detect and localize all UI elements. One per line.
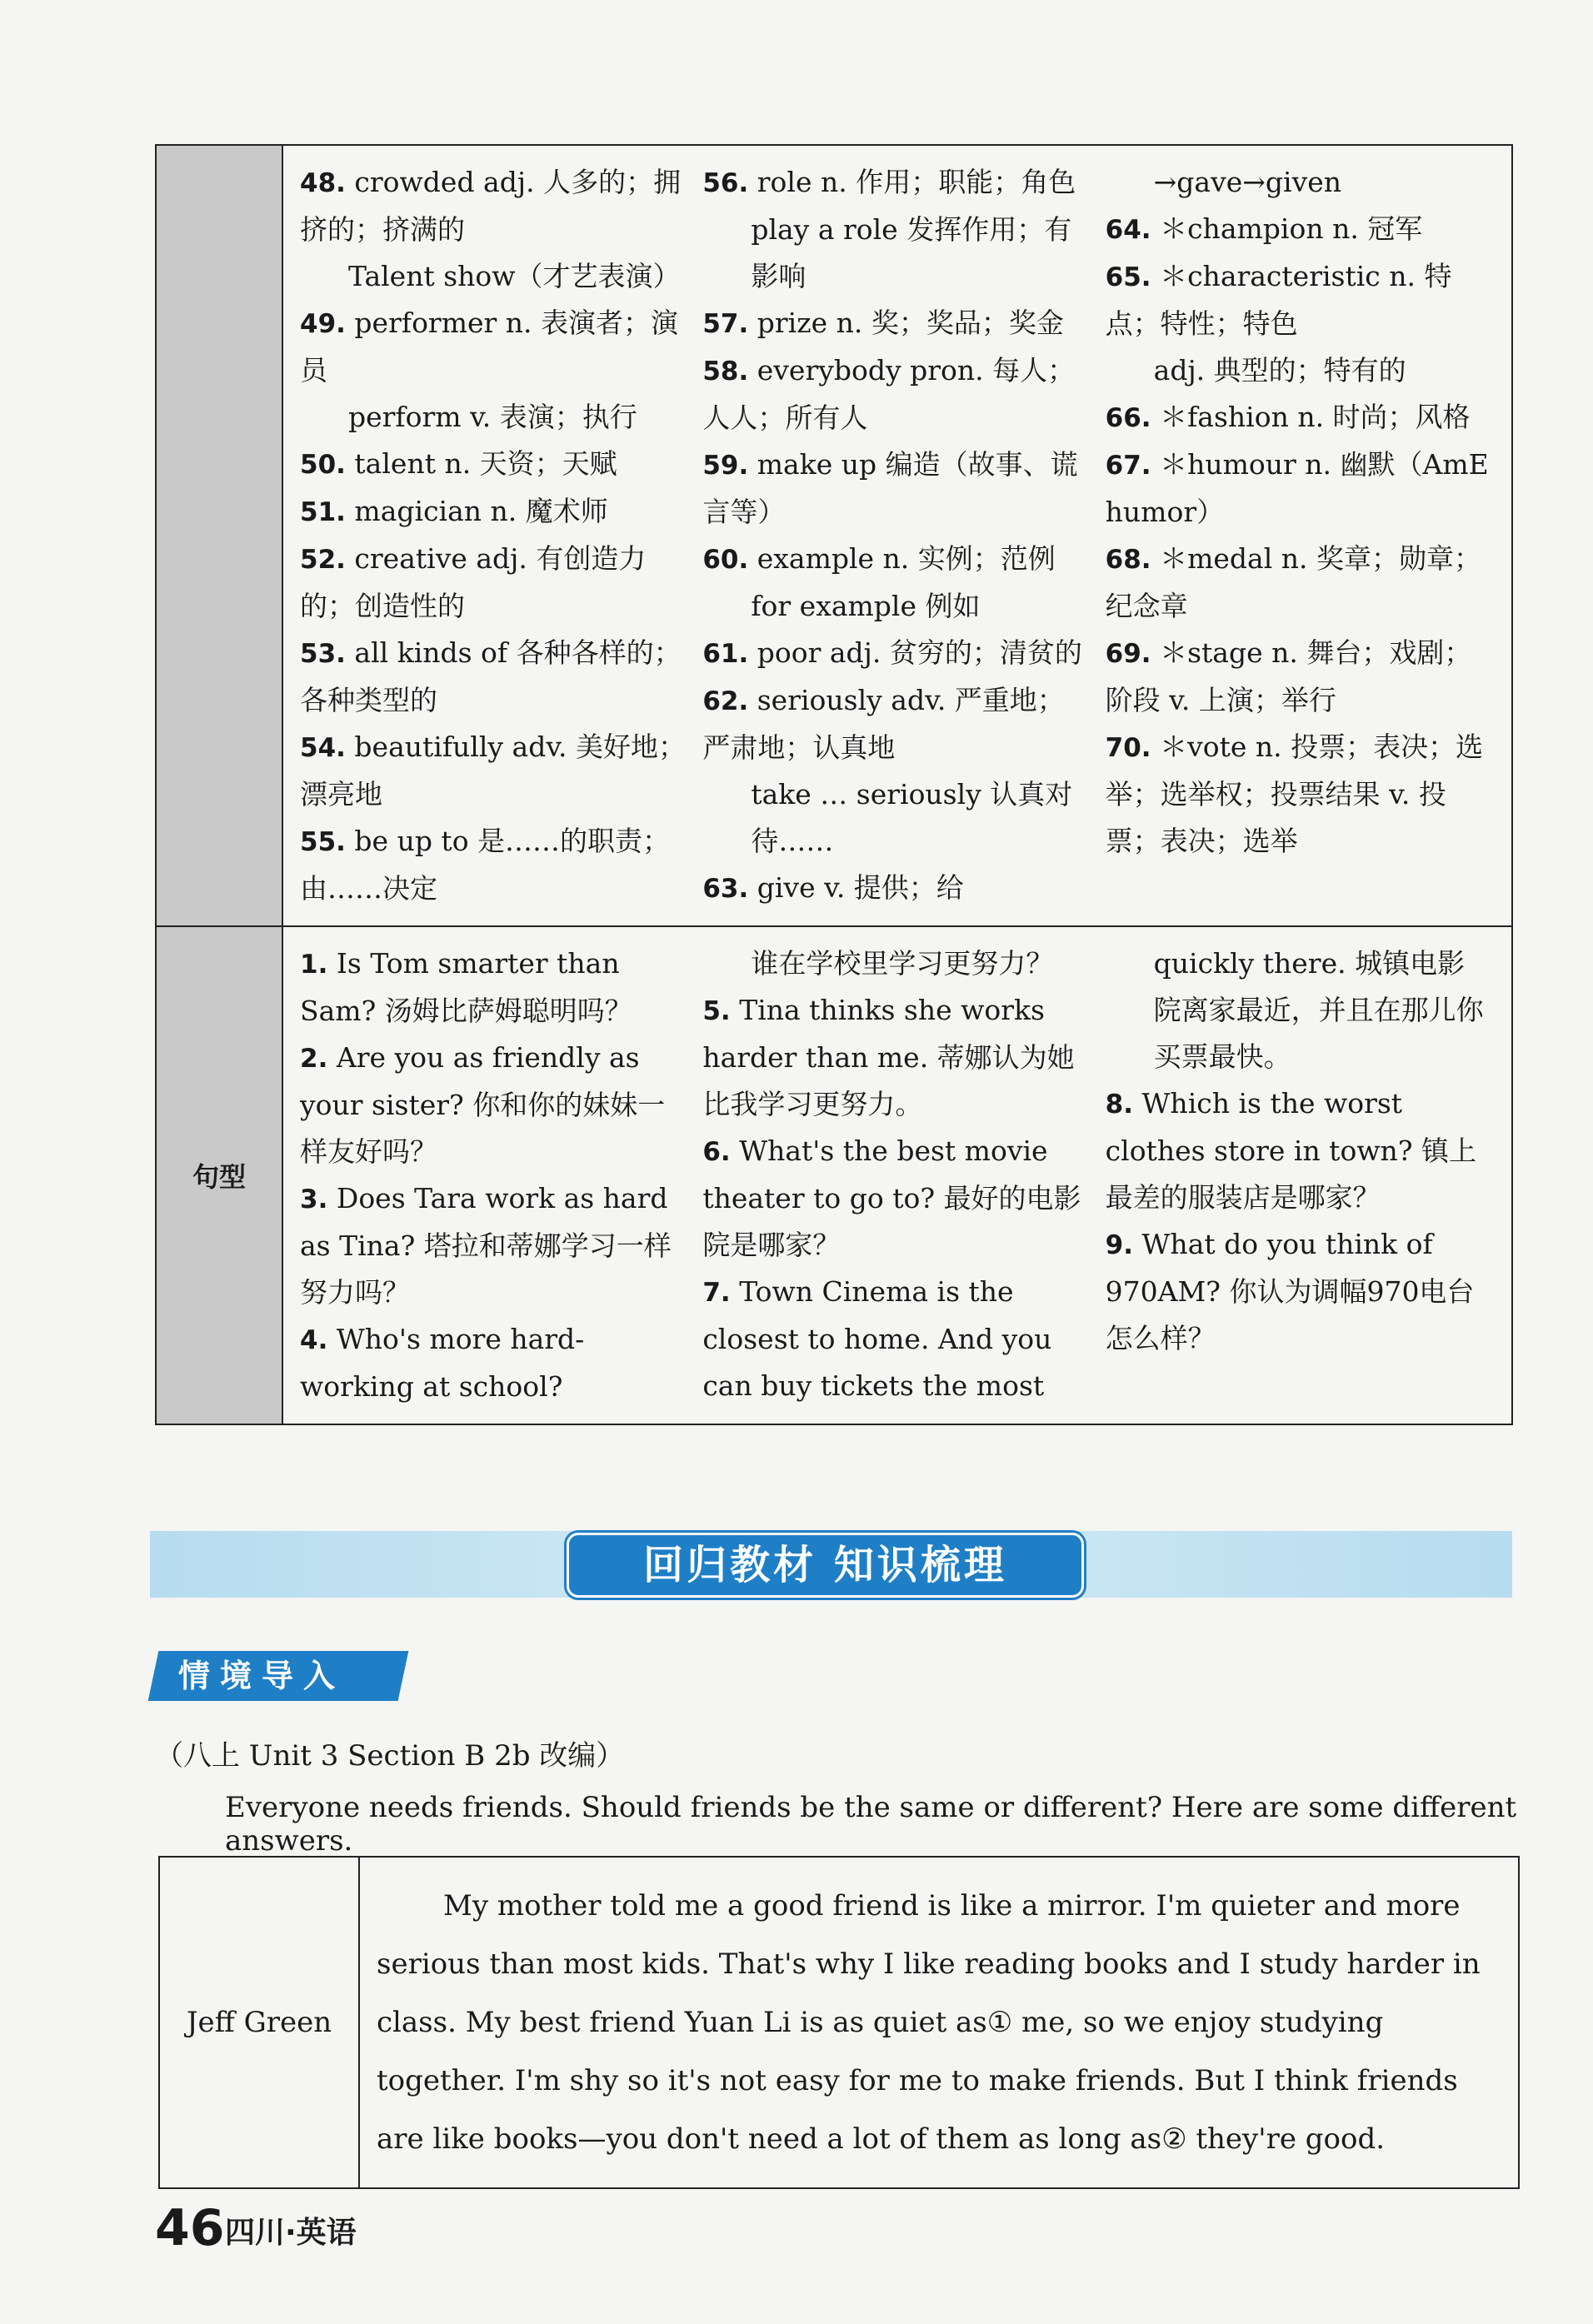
passage-speaker: Jeff Green — [159, 1857, 359, 2188]
item-number: 51. — [300, 497, 346, 527]
item-text: ＊medal n. 奖章；勋章；纪念章 — [1105, 542, 1481, 622]
vocab-side-cell — [156, 145, 282, 926]
list-item — [702, 987, 1088, 1128]
list-item — [1106, 441, 1491, 536]
item-text: performer n. 表演者；演员 — [300, 307, 679, 387]
list-item — [702, 677, 1088, 771]
item-number: 61. — [702, 639, 749, 669]
list-item — [702, 865, 1088, 912]
item-number: 67. — [1105, 451, 1151, 481]
vocab-col-1 — [292, 159, 694, 912]
list-item — [300, 818, 686, 912]
vocab-col-2 — [694, 159, 1096, 912]
list-item — [1106, 1080, 1491, 1221]
item-text: prize n. 奖；奖品；奖金 — [757, 307, 1064, 339]
item-number: 59. — [702, 451, 749, 481]
list-item — [300, 441, 686, 488]
item-text: for example 例如 — [751, 590, 981, 622]
list-item — [702, 347, 1088, 441]
list-item — [1106, 159, 1491, 206]
item-text: ＊stage n. 舞台；戏剧；阶段 v. 上演；举行 — [1105, 636, 1472, 716]
vocab-sentence-table — [155, 144, 1513, 1425]
banner-title: 回归教材 知识梳理 — [567, 1533, 1084, 1598]
vocab-cell — [282, 145, 1512, 926]
item-text: Are you as friendly as your sister? 你和你的妹妹一样友好吗？ — [300, 1041, 666, 1168]
item-text: ＊fashion n. 时尚；风格 — [1160, 401, 1471, 433]
list-item — [702, 630, 1088, 677]
item-text: Who's more hard-working at school? — [300, 1323, 585, 1403]
item-number: 55. — [300, 827, 346, 857]
item-text: Town Cinema is the closest to home. And you can buy tickets the most — [702, 1275, 1052, 1402]
item-number: 3. — [300, 1184, 328, 1214]
sentences-label: 句型 — [156, 926, 282, 1424]
list-item — [300, 724, 686, 818]
list-item — [702, 771, 1088, 865]
item-text: magician n. 魔术师 — [354, 495, 608, 527]
item-number: 48. — [300, 168, 346, 198]
item-text: everybody pron. 每人；人人；所有人 — [702, 354, 1076, 434]
item-text: seriously adv. 严重地；严肃地；认真地 — [702, 684, 1065, 764]
vocab-col-3 — [1097, 159, 1500, 912]
list-item — [702, 536, 1088, 583]
item-text: 谁在学校里学习更努力？ — [751, 947, 1054, 980]
list-item — [1106, 206, 1491, 253]
list-item — [702, 940, 1088, 987]
section-banner — [150, 1531, 1512, 1598]
passage-text: My mother told me a good friend is like a mirror. I'm quieter and more serious than most kids. That's why I like reading books and I study harder in class. My best friend Yuan Li is as quiet as① me, so we enjoy studying together. I'm shy so it's not easy for me to make friends. But I think friends are like books—you don't need a lot of them as long as② they're good. — [359, 1857, 1519, 2188]
list-item — [1106, 536, 1491, 630]
item-number: 64. — [1105, 215, 1151, 245]
list-item — [702, 583, 1088, 630]
list-item — [1106, 347, 1491, 394]
item-number: 60. — [702, 545, 749, 575]
item-text: make up 编造（故事、谎言等） — [702, 448, 1078, 528]
list-item — [1106, 724, 1491, 865]
list-item — [300, 253, 686, 300]
item-number: 54. — [300, 733, 346, 763]
passage-table — [158, 1856, 1520, 2189]
list-item — [300, 1175, 686, 1316]
list-item — [702, 1128, 1088, 1269]
item-text: ＊characteristic n. 特点；特性；特色 — [1105, 260, 1452, 340]
item-text: Is Tom smarter than Sam? 汤姆比萨姆聪明吗？ — [300, 947, 632, 1027]
item-text: play a role 发挥作用；有影响 — [751, 213, 1072, 292]
item-number: 62. — [702, 686, 749, 716]
item-text: example n. 实例；范例 — [757, 542, 1056, 575]
item-text: ＊champion n. 冠军 — [1160, 212, 1423, 245]
item-text: adj. 典型的；特有的 — [1153, 354, 1406, 387]
item-text: talent n. 天资；天赋 — [354, 447, 617, 480]
list-item — [702, 159, 1088, 207]
item-text: Which is the worst clothes store in town? 镇上最差的服装店是哪家？ — [1105, 1087, 1476, 1214]
list-item — [300, 940, 686, 1035]
item-number: 4. — [300, 1325, 328, 1355]
item-number: 50. — [300, 450, 346, 480]
item-text: Tina thinks she works harder than me. 蒂娜认为她比我学习更努力。 — [702, 994, 1075, 1120]
item-text: What's the best movie theater to go to? 最好的电影院是哪家？ — [702, 1135, 1081, 1261]
sentences-col-3 — [1097, 940, 1500, 1410]
item-number: 49. — [300, 309, 346, 339]
item-number: 5. — [702, 996, 731, 1026]
item-number: 8. — [1105, 1090, 1134, 1120]
item-number: 1. — [300, 950, 328, 980]
item-number: 68. — [1105, 545, 1151, 575]
item-text: creative adj. 有创造力的；创造性的 — [300, 542, 647, 622]
section-tag — [148, 1651, 409, 1701]
item-number: 6. — [702, 1137, 731, 1167]
item-number: 66. — [1105, 403, 1151, 433]
list-item — [300, 536, 686, 630]
item-text: crowded adj. 人多的；拥挤的；挤满的 — [300, 166, 682, 246]
list-item — [1106, 630, 1491, 724]
page-label: 四川·英语 — [225, 2216, 357, 2250]
list-item — [300, 300, 686, 394]
source-note: （八上 Unit 3 Section B 2b 改编） — [155, 1739, 625, 1773]
list-item — [1106, 253, 1491, 347]
item-text: all kinds of 各种各样的；各种类型的 — [300, 636, 682, 716]
item-text: take … seriously 认真对待…… — [751, 778, 1073, 857]
item-text: poor adj. 贫穷的；清贫的 — [757, 636, 1082, 669]
item-text: be up to 是……的职责；由……决定 — [300, 825, 671, 905]
item-text: perform v. 表演；执行 — [348, 401, 637, 433]
item-text: What do you think of 970AM? 你认为调幅970电台怎么样？ — [1105, 1228, 1475, 1354]
item-number: 53. — [300, 639, 346, 669]
item-number: 7. — [702, 1278, 731, 1308]
item-text: beautifully adv. 美好地；漂亮地 — [300, 731, 687, 810]
list-item — [300, 394, 686, 441]
list-item — [300, 630, 686, 724]
item-text: quickly there. 城镇电影院离家最近，并且在那儿你买票最快。 — [1153, 947, 1484, 1073]
list-item — [300, 488, 686, 536]
page-number: 46 — [155, 2199, 225, 2257]
item-text: role n. 作用；职能；角色 — [757, 166, 1076, 198]
list-item — [300, 1316, 686, 1410]
list-item — [300, 159, 686, 253]
item-number: 65. — [1105, 262, 1151, 292]
item-text: ＊humour n. 幽默（AmE humor） — [1105, 448, 1489, 528]
list-item — [1106, 940, 1491, 1080]
list-item — [702, 1269, 1088, 1409]
list-item — [702, 300, 1088, 347]
item-number: 52. — [300, 545, 346, 575]
list-item — [1106, 394, 1491, 441]
sentences-cell — [282, 926, 1512, 1424]
item-text: Does Tara work as hard as Tina? 塔拉和蒂娜学习一样努力吗？ — [300, 1182, 672, 1309]
item-text: Talent show（才艺表演） — [348, 260, 681, 292]
list-item — [1106, 1221, 1491, 1362]
intro-text: Everyone needs friends. Should friends be the same or different? Here are some different answers. — [225, 1791, 1517, 1858]
list-item — [702, 207, 1088, 300]
sentences-col-1 — [292, 940, 694, 1410]
item-number: 57. — [702, 309, 749, 339]
item-number: 58. — [702, 357, 749, 387]
item-number: 56. — [702, 168, 749, 198]
item-number: 63. — [702, 874, 749, 904]
item-number: 69. — [1105, 639, 1151, 669]
section-tag-label: 情境导入 — [178, 1658, 346, 1694]
item-text: ＊vote n. 投票；表决；选举；选举权；投票结果 v. 投票；表决；选举 — [1105, 731, 1484, 857]
item-text: give v. 提供；给 — [757, 871, 964, 904]
item-number: 2. — [300, 1044, 328, 1074]
sentences-col-2 — [694, 940, 1096, 1410]
item-number: 70. — [1105, 733, 1151, 763]
list-item — [702, 441, 1088, 536]
item-text: →gave→given — [1153, 166, 1342, 198]
item-number: 9. — [1105, 1230, 1134, 1260]
list-item — [300, 1035, 686, 1175]
